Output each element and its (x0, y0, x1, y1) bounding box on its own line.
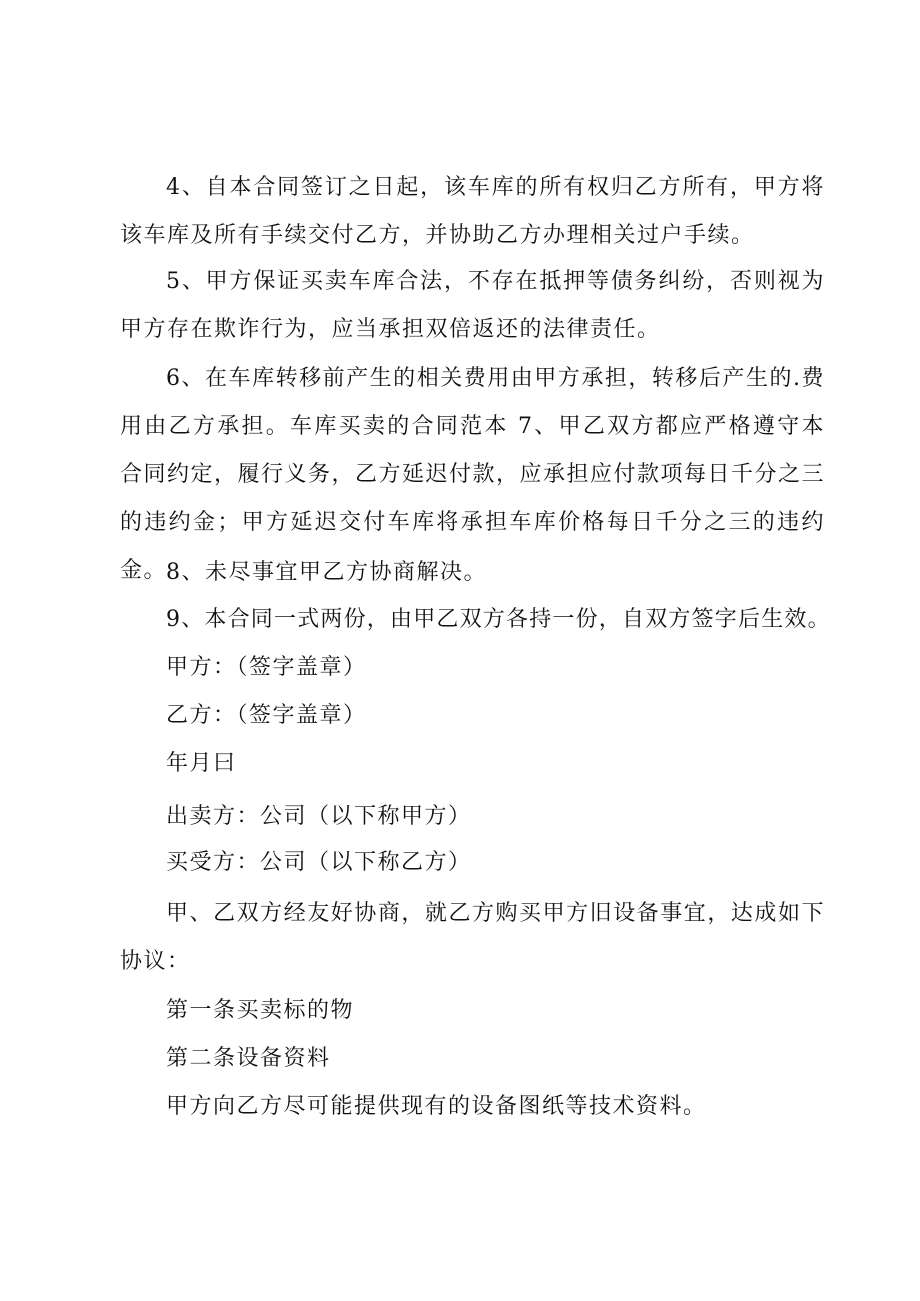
signature-party-a: 甲方：（签字盖章） (166, 655, 367, 680)
seller-line: 出卖方：公司（以下称甲方） (166, 804, 472, 829)
clause-4-paragraph: 4、自本合同签订之日起，该车库的所有权归乙方所有，甲方将该车库及所有手续交付乙方，并协助乙方办理相关过户手续。 (120, 175, 825, 248)
clause-8-paragraph: 8、未尽事宜甲乙方协商解决。 (166, 560, 487, 585)
clause-6-7-paragraph: 6、在车库转移前产生的相关费用由甲方承担，转移后产生的.费用由乙方承担。车库买卖的合同范本 7、甲乙双方都应严格遵守本合同约定，履行义务，乙方延迟付款，应承担应付款项每日千分之三的违约金；甲方延迟交付车库将承担车库价格每日千分之三的违约金。 (120, 366, 826, 583)
date-line: 年月曰 (166, 751, 237, 776)
article-2-text: 甲方向乙方尽可能提供现有的设备图纸等技术资料。 (166, 1094, 707, 1119)
signature-party-b: 乙方：（签字盖章） (166, 703, 367, 728)
agreement-intro-paragraph: 甲、乙双方经友好协商，就乙方购买甲方旧设备事宜，达成如下协议： (120, 901, 825, 974)
article-1-heading: 第一条买卖标的物 (166, 998, 355, 1023)
article-2-heading: 第二条设备资料 (166, 1046, 331, 1071)
clause-9-paragraph: 9、本合同一式两份，由甲乙双方各持一份，自双方签字后生效。 (166, 607, 831, 632)
buyer-line: 买受方：公司（以下称乙方） (166, 850, 472, 875)
clause-5-paragraph: 5、甲方保证买卖车库合法，不存在抵押等债务纠纷，否则视为甲方存在欺诈行为，应当承担双倍返还的法律责任。 (120, 269, 825, 342)
